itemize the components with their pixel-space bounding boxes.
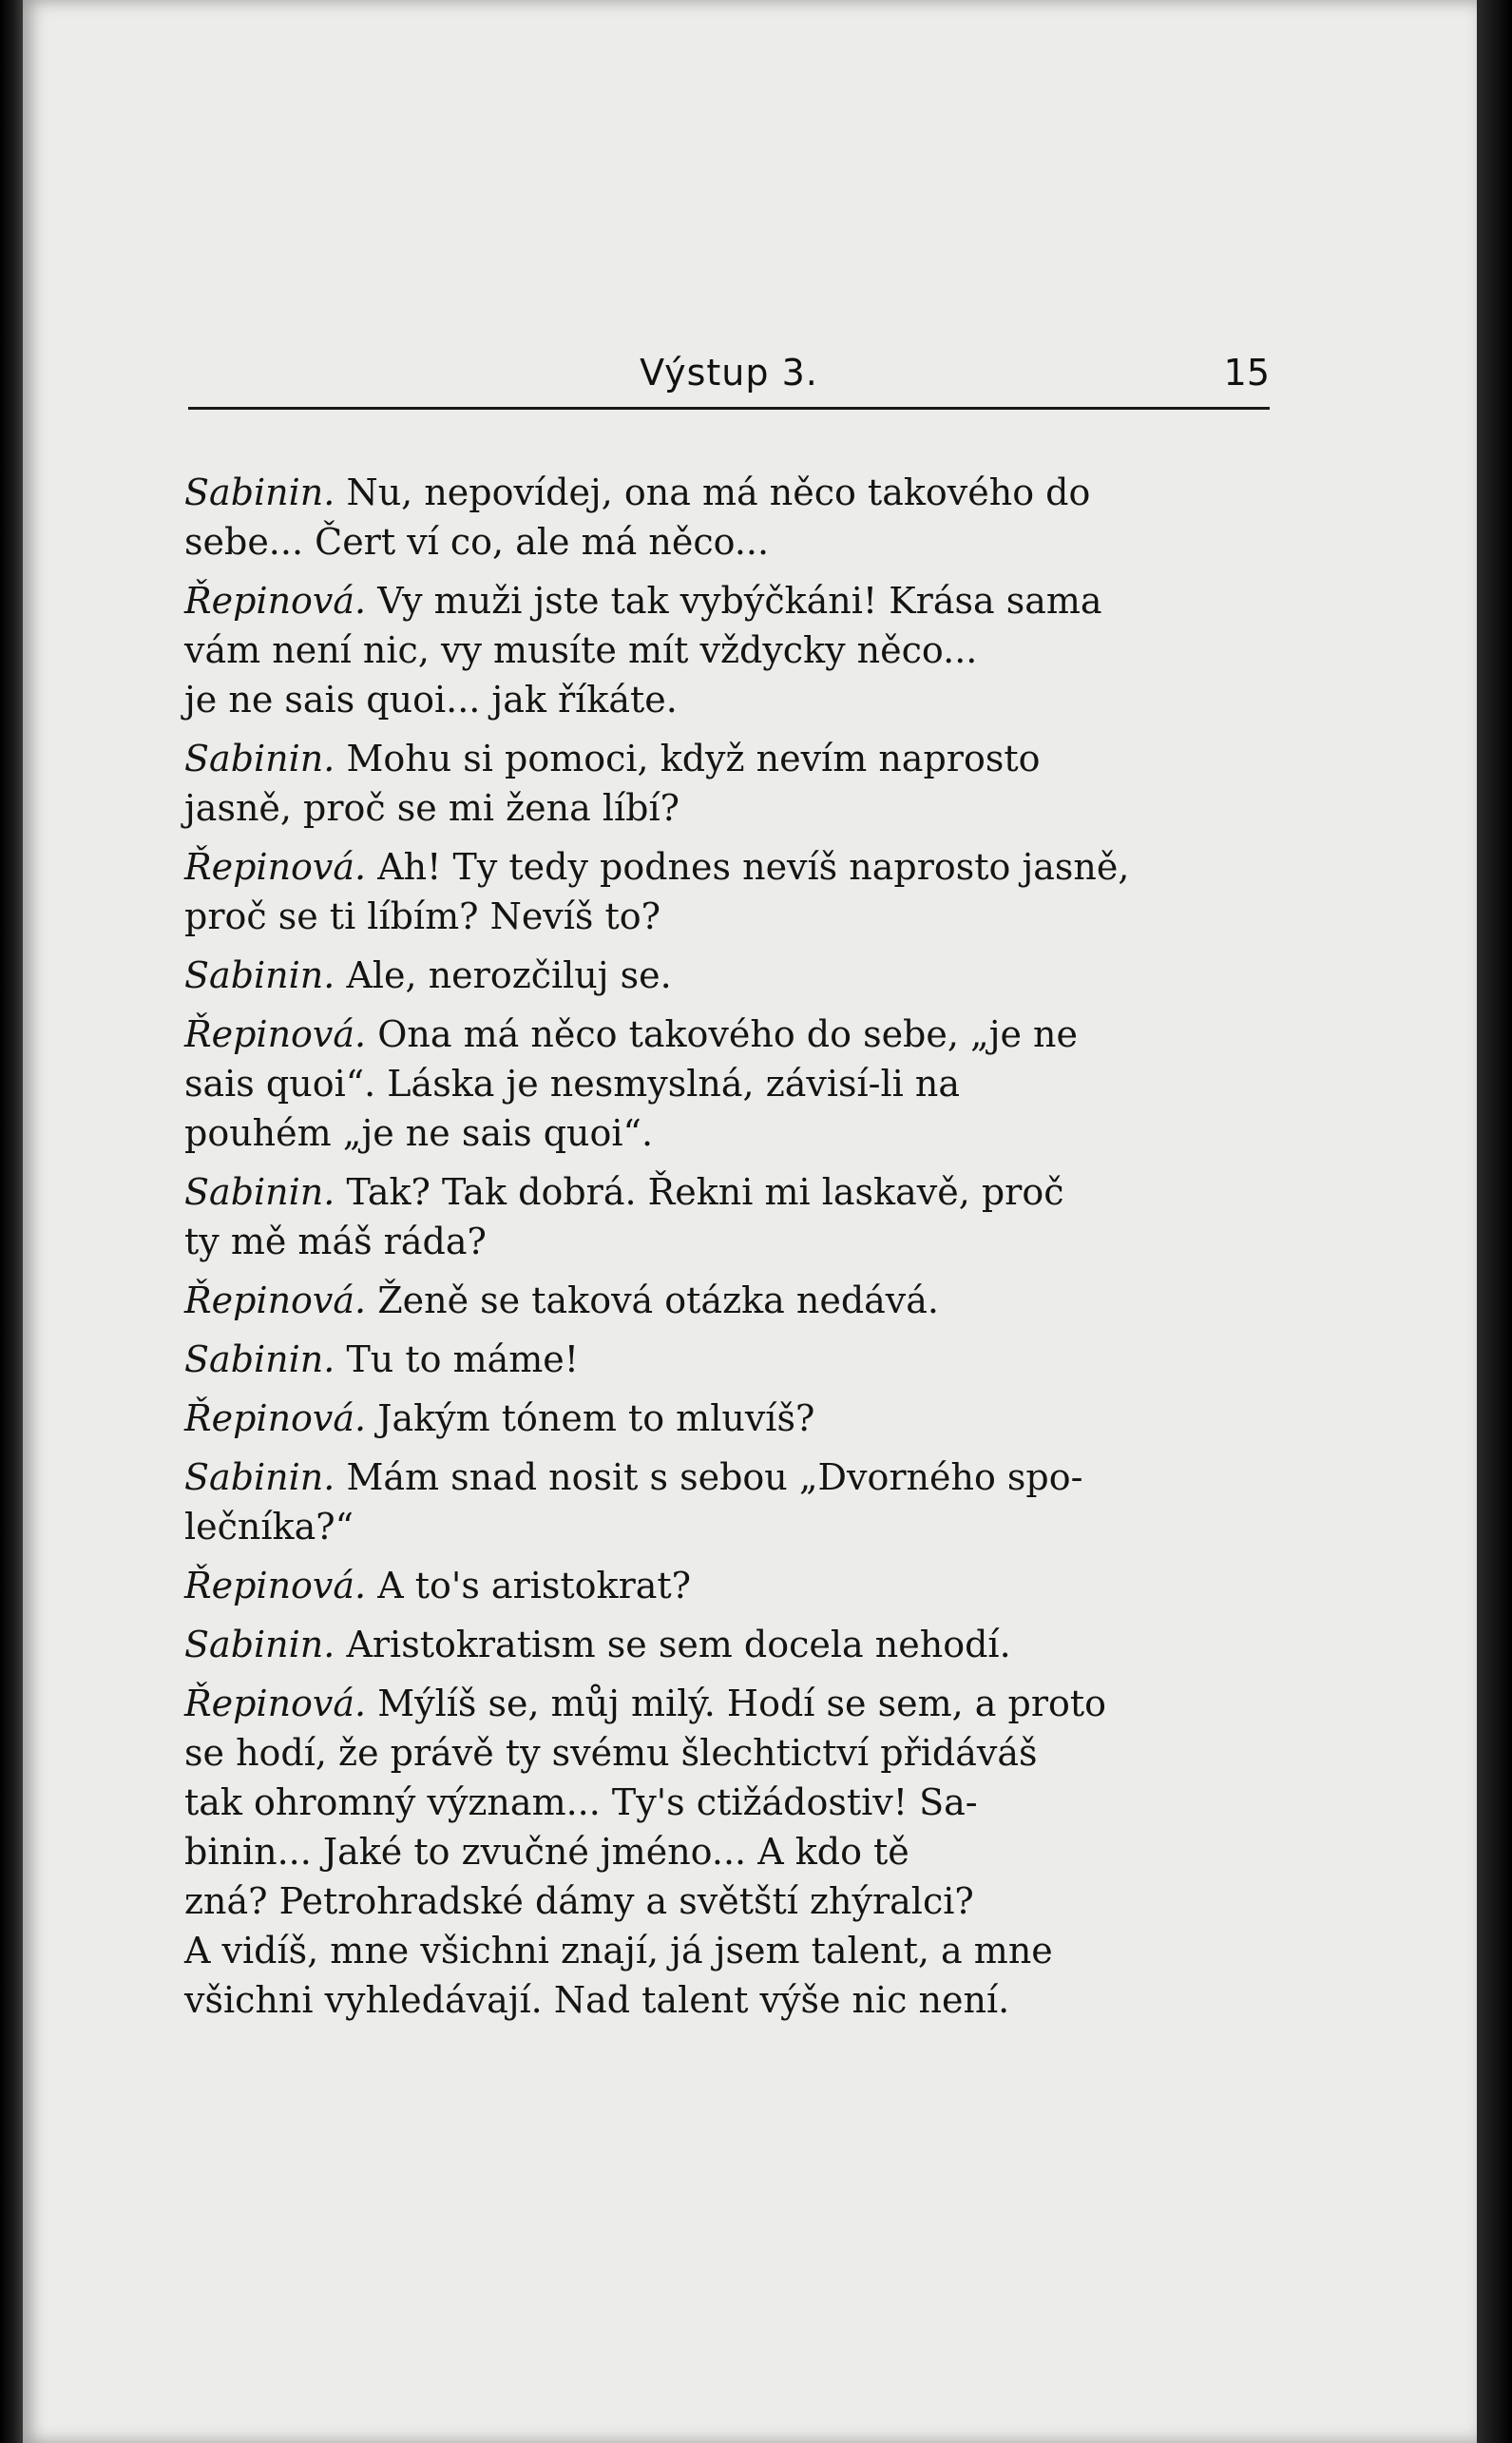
- dialogue-speech: [184, 1167, 1273, 1266]
- speech-text: zná? Petrohradské dámy a světští zhýralci?: [184, 1880, 974, 1922]
- dialogue-speech: [184, 1620, 1273, 1669]
- speech-text: Ona má něco takového do sebe, „je ne: [377, 1013, 1079, 1055]
- dialogue-line: [184, 1827, 1273, 1876]
- page-number: 15: [1223, 352, 1270, 394]
- speech-text: Mýlíš se, můj milý. Hodí se sem, a proto: [377, 1683, 1107, 1724]
- dialogue-line: [184, 842, 1273, 892]
- speech-text: Vy muži jste tak vybýčkáni! Krása sama: [377, 580, 1102, 622]
- dialogue-line: [184, 1876, 1273, 1926]
- speaker-name: Sabinin.: [184, 1338, 335, 1380]
- speech-text: všichni vyhledávají. Nad talent výše nic není.: [184, 1979, 1010, 2021]
- dialogue-line: [184, 1276, 1273, 1325]
- dialogue-line: [184, 1561, 1273, 1610]
- speech-text: sais quoi“. Láska je nesmyslná, závisí-li na: [184, 1063, 961, 1105]
- speech-text: tak ohromný význam... Ty's ctižádostiv! Sa-: [184, 1781, 978, 1823]
- speaker-name: Sabinin.: [184, 471, 335, 513]
- dialogue-line: [184, 625, 1273, 675]
- speech-text: sebe... Čert ví co, ale má něco...: [184, 521, 770, 563]
- speaker-name: Sabinin.: [184, 1171, 335, 1213]
- speaker-name: Řepinová.: [184, 1279, 367, 1321]
- speech-text: binin... Jaké to zvučné jméno... A kdo tě: [184, 1831, 909, 1873]
- speech-text: proč se ti líbím? Nevíš to?: [184, 895, 661, 937]
- speaker-name: Řepinová.: [184, 1397, 367, 1439]
- dialogue-line: [184, 1728, 1273, 1778]
- speaker-name: Sabinin.: [184, 738, 335, 779]
- speech-text: jasně, proč se mi žena líbí?: [184, 787, 679, 829]
- dialogue-line: [184, 576, 1273, 625]
- speech-text: Ah! Ty tedy podnes nevíš naprosto jasně,: [377, 846, 1130, 888]
- dialogue-line: [184, 783, 1273, 833]
- speech-text: Mohu si pomoci, když nevím naprosto: [346, 738, 1041, 779]
- dialogue-body: [184, 468, 1273, 2034]
- dialogue-line: [184, 1335, 1273, 1384]
- speech-text: Jakým tónem to mluvíš?: [377, 1397, 815, 1439]
- dialogue-line: [184, 1452, 1273, 1502]
- speaker-name: Řepinová.: [184, 580, 367, 622]
- dialogue-speech: [184, 1679, 1273, 2025]
- speech-text: Nu, nepovídej, ona má něco takového do: [346, 471, 1091, 513]
- speech-text: ty mě máš ráda?: [184, 1221, 487, 1262]
- book-spine-shadow: [0, 0, 23, 2443]
- dialogue-speech: [184, 1561, 1273, 1610]
- speaker-name: Řepinová.: [184, 1683, 367, 1724]
- dialogue-line: [184, 1679, 1273, 1728]
- speech-text: Aristokratism se sem docela nehodí.: [346, 1624, 1011, 1665]
- dialogue-line: [184, 1010, 1273, 1059]
- dialogue-speech: [184, 842, 1273, 941]
- speaker-name: Sabinin.: [184, 1456, 335, 1498]
- speaker-name: Řepinová.: [184, 846, 367, 888]
- dialogue-line: [184, 517, 1273, 567]
- dialogue-speech: [184, 1276, 1273, 1325]
- speaker-name: Řepinová.: [184, 1013, 367, 1055]
- speech-text: Ale, nerozčiluj se.: [346, 954, 672, 996]
- dialogue-speech: [184, 951, 1273, 1000]
- header-rule: [188, 407, 1270, 410]
- dialogue-line: [184, 951, 1273, 1000]
- dialogue-speech: [184, 1452, 1273, 1551]
- dialogue-line: [184, 1167, 1273, 1217]
- dialogue-line: [184, 1620, 1273, 1669]
- dialogue-speech: [184, 468, 1273, 567]
- speech-text: vám není nic, vy musíte mít vždycky něco...: [184, 629, 978, 671]
- dialogue-line: [184, 1217, 1273, 1266]
- dialogue-line: [184, 1975, 1273, 2025]
- dialogue-speech: [184, 1394, 1273, 1443]
- speech-text: Tu to máme!: [346, 1338, 580, 1380]
- dialogue-line: [184, 675, 1273, 724]
- dialogue-line: [184, 468, 1273, 517]
- speaker-name: Sabinin.: [184, 954, 335, 996]
- speech-text: A vidíš, mne všichni znají, já jsem talent, a mne: [184, 1930, 1053, 1972]
- dialogue-line: [184, 1926, 1273, 1975]
- speech-text: se hodí, že právě ty svému šlechtictví přidáváš: [184, 1732, 1038, 1774]
- speech-text: Tak? Tak dobrá. Řekni mi laskavě, proč: [346, 1171, 1064, 1213]
- dialogue-speech: [184, 1335, 1273, 1384]
- dialogue-line: [184, 892, 1273, 941]
- speech-text: pouhém „je ne sais quoi“.: [184, 1112, 654, 1154]
- dialogue-line: [184, 1108, 1273, 1158]
- dialogue-speech: [184, 734, 1273, 833]
- speaker-name: Sabinin.: [184, 1624, 335, 1665]
- dialogue-line: [184, 1502, 1273, 1551]
- dialogue-line: [184, 1778, 1273, 1827]
- speech-text: Ženě se taková otázka nedává.: [377, 1279, 939, 1321]
- dialogue-line: [184, 1059, 1273, 1108]
- speech-text: A to's aristokrat?: [377, 1565, 692, 1606]
- dialogue-speech: [184, 1010, 1273, 1158]
- dialogue-line: [184, 1394, 1273, 1443]
- speech-text: je ne sais quoi... jak říkáte.: [184, 679, 678, 721]
- speech-text: Mám snad nosit s sebou „Dvorného spo-: [346, 1456, 1083, 1498]
- scene-title: Výstup 3.: [640, 352, 818, 394]
- page-edge-shadow: [1477, 0, 1512, 2443]
- speech-text: lečníka?“: [184, 1506, 354, 1548]
- running-header: [188, 344, 1270, 401]
- dialogue-speech: [184, 576, 1273, 724]
- dialogue-line: [184, 734, 1273, 783]
- speaker-name: Řepinová.: [184, 1565, 367, 1606]
